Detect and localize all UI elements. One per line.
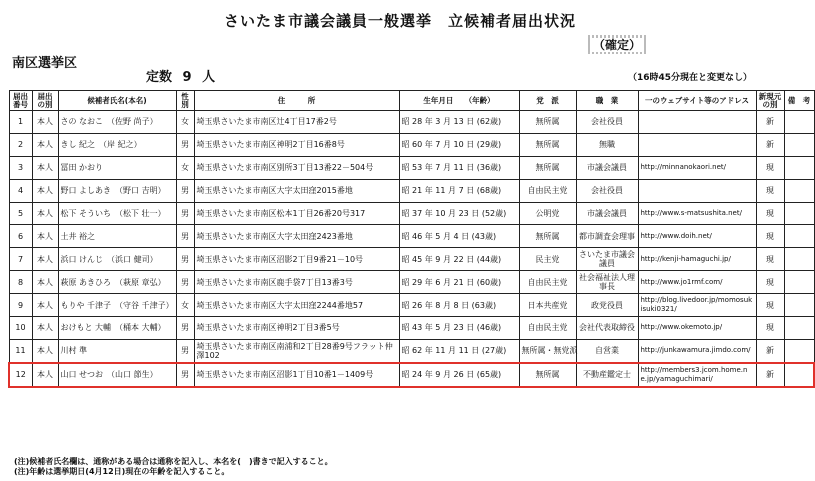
cell-address: 埼玉県さいたま市南区大字太田窪2015番地	[194, 179, 399, 202]
header-filer: 届出の別	[32, 91, 58, 111]
cell-filer: 本人	[32, 363, 58, 387]
cell-address: 埼玉県さいたま市南区沼影2丁目9番21－10号	[194, 248, 399, 271]
cell-birth: 昭 29 年 6 月 21 日 (60歳)	[399, 271, 519, 294]
table-header-row	[9, 91, 814, 111]
cell-number: 10	[9, 317, 32, 340]
page-title: さいたま市議会議員一般選挙 立候補者届出状況	[223, 12, 576, 30]
cell-occupation: 市議会議員	[576, 202, 638, 225]
cell-number: 4	[9, 179, 32, 202]
cell-occupation: さいたま市議会議員	[576, 248, 638, 271]
cell-occupation: 市議会議員	[576, 156, 638, 179]
cell-filer: 本人	[32, 133, 58, 156]
cell-party: 公明党	[519, 202, 576, 225]
cell-name: もりや 千津子 （守谷 千津子）	[58, 294, 176, 317]
cell-website[interactable]: http://www.s-matsushita.net/	[638, 202, 756, 225]
cell-sex: 男	[176, 248, 194, 271]
cell-website[interactable]: http://www.okemoto.jp/	[638, 317, 756, 340]
table-row	[9, 179, 814, 202]
header-remarks: 備 考	[784, 91, 814, 111]
cell-address: 埼玉県さいたま市南区大字太田窪2423番地	[194, 225, 399, 248]
header-birth: 生年月日 （年齢）	[399, 91, 519, 111]
cell-number: 11	[9, 339, 32, 362]
cell-address: 埼玉県さいたま市南区沼影1丁目10番1－1409号	[194, 363, 399, 387]
cell-party: 自由民主党	[519, 271, 576, 294]
cell-sex: 男	[176, 339, 194, 362]
cell-number: 6	[9, 225, 32, 248]
cell-status: 現	[756, 202, 784, 225]
cell-status: 現	[756, 248, 784, 271]
table-row	[9, 202, 814, 225]
cell-sex: 男	[176, 179, 194, 202]
cell-remarks	[784, 156, 814, 179]
cell-name: きし 紀之 （岸 紀之）	[58, 133, 176, 156]
cell-remarks	[784, 317, 814, 340]
cell-birth: 昭 46 年 5 月 4 日 (43歳)	[399, 225, 519, 248]
header-address: 住 所	[194, 91, 399, 111]
header-sex: 性別	[176, 91, 194, 111]
cell-remarks	[784, 294, 814, 317]
cell-filer: 本人	[32, 317, 58, 340]
cell-sex: 男	[176, 202, 194, 225]
cell-name: 松下 そういち （松下 壮一）	[58, 202, 176, 225]
cell-status: 現	[756, 225, 784, 248]
cell-name: 冨田 かおり	[58, 156, 176, 179]
header-status: 新現元の別	[756, 91, 784, 111]
cell-remarks	[784, 133, 814, 156]
table-row	[9, 294, 814, 317]
cell-name: おけもと 大輔 （桶本 大輔）	[58, 317, 176, 340]
cell-website[interactable]: http://blog.livedoor.jp/momosukisuki0321/	[638, 294, 756, 317]
cell-status: 新	[756, 363, 784, 387]
table-row	[9, 156, 814, 179]
cell-occupation: 会社代表取締役	[576, 317, 638, 340]
cell-occupation: 政党役員	[576, 294, 638, 317]
cell-status: 新	[756, 133, 784, 156]
cell-filer: 本人	[32, 202, 58, 225]
cell-website[interactable]: http://members3.jcom.home.ne.jp/yamaguchimari/	[638, 363, 756, 387]
cell-sex: 男	[176, 225, 194, 248]
cell-occupation: 会社役員	[576, 179, 638, 202]
cell-sex: 男	[176, 271, 194, 294]
cell-website[interactable]: http://junkawamura.jimdo.com/	[638, 339, 756, 362]
header-occupation: 職 業	[576, 91, 638, 111]
cell-sex: 女	[176, 156, 194, 179]
table-row	[9, 317, 814, 340]
footnote-1: (注)候補者氏名欄は、通称がある場合は通称を記入し、本名を( )書きで記入すること。	[14, 457, 333, 466]
cell-remarks	[784, 179, 814, 202]
cell-birth: 昭 45 年 9 月 22 日 (44歳)	[399, 248, 519, 271]
cell-sex: 男	[176, 133, 194, 156]
cell-remarks	[784, 339, 814, 362]
cell-remarks	[784, 271, 814, 294]
cell-birth: 昭 21 年 11 月 7 日 (68歳)	[399, 179, 519, 202]
cell-number: 7	[9, 248, 32, 271]
cell-remarks	[784, 248, 814, 271]
cell-filer: 本人	[32, 179, 58, 202]
cell-filer: 本人	[32, 111, 58, 134]
table-row	[9, 111, 814, 134]
cell-address: 埼玉県さいたま市南区別所3丁目13番22－504号	[194, 156, 399, 179]
cell-website[interactable]: http://kenji-hamaguchi.jp/	[638, 248, 756, 271]
cell-party: 無所属	[519, 133, 576, 156]
cell-sex: 男	[176, 317, 194, 340]
cell-website	[638, 111, 756, 134]
cell-birth: 昭 24 年 9 月 26 日 (65歳)	[399, 363, 519, 387]
cell-status: 新	[756, 339, 784, 362]
cell-status: 現	[756, 317, 784, 340]
cell-sex: 男	[176, 363, 194, 387]
cell-remarks	[784, 225, 814, 248]
cell-filer: 本人	[32, 248, 58, 271]
cell-occupation: 都市調査会理事	[576, 225, 638, 248]
cell-address: 埼玉県さいたま市南区松本1丁目26番20号317	[194, 202, 399, 225]
cell-birth: 昭 26 年 8 月 8 日 (63歳)	[399, 294, 519, 317]
district-label: 南区選挙区	[12, 56, 78, 71]
cell-number: 5	[9, 202, 32, 225]
cell-party: 無所属・無党派	[519, 339, 576, 362]
cell-address: 埼玉県さいたま市南区神明2丁目16番8号	[194, 133, 399, 156]
cell-filer: 本人	[32, 225, 58, 248]
cell-party: 民主党	[519, 248, 576, 271]
time-note: （16時45分現在と変更なし）	[628, 73, 753, 83]
cell-filer: 本人	[32, 339, 58, 362]
cell-address: 埼玉県さいたま市南区鹿手袋7丁目13番3号	[194, 271, 399, 294]
cell-name: 浜口 けんじ （浜口 健司）	[58, 248, 176, 271]
cell-birth: 昭 28 年 3 月 13 日 (62歳)	[399, 111, 519, 134]
cell-party: 無所属	[519, 111, 576, 134]
cell-party: 自由民主党	[519, 179, 576, 202]
cell-status: 現	[756, 179, 784, 202]
header-website: 一のウェブサイト等のアドレス	[638, 91, 756, 111]
table-row	[9, 339, 814, 362]
header-name: 候補者氏名(本名)	[58, 91, 176, 111]
table-row	[9, 225, 814, 248]
cell-remarks	[784, 111, 814, 134]
cell-birth: 昭 60 年 7 月 10 日 (29歳)	[399, 133, 519, 156]
cell-website	[638, 133, 756, 156]
cell-website	[638, 179, 756, 202]
table-row	[9, 271, 814, 294]
cell-website[interactable]: http://minnanokaori.net/	[638, 156, 756, 179]
cell-number: 8	[9, 271, 32, 294]
cell-status: 現	[756, 294, 784, 317]
cell-birth: 昭 43 年 5 月 23 日 (46歳)	[399, 317, 519, 340]
confirmed-stamp: （確定）	[588, 35, 646, 54]
cell-status: 新	[756, 111, 784, 134]
cell-birth: 昭 62 年 11 月 11 日 (27歳)	[399, 339, 519, 362]
cell-occupation: 無職	[576, 133, 638, 156]
table-row	[9, 363, 814, 387]
cell-name: 山口 せつお （山口 節生）	[58, 363, 176, 387]
cell-birth: 昭 37 年 10 月 23 日 (52歳)	[399, 202, 519, 225]
cell-website[interactable]: http://www.jo1rmf.com/	[638, 271, 756, 294]
cell-address: 埼玉県さいたま市南区辻4丁目17番2号	[194, 111, 399, 134]
footnotes	[14, 457, 333, 477]
footnote-2: (注)年齢は選挙期日(4月12日)現在の年齢を記入すること。	[14, 467, 230, 476]
cell-party: 自由民主党	[519, 317, 576, 340]
cell-number: 1	[9, 111, 32, 134]
cell-occupation: 不動産鑑定士	[576, 363, 638, 387]
cell-remarks	[784, 363, 814, 387]
cell-occupation: 社会福祉法人理事長	[576, 271, 638, 294]
cell-party: 無所属	[519, 363, 576, 387]
cell-name: 川村 準	[58, 339, 176, 362]
cell-number: 9	[9, 294, 32, 317]
cell-party: 無所属	[519, 225, 576, 248]
cell-number: 2	[9, 133, 32, 156]
cell-filer: 本人	[32, 271, 58, 294]
cell-filer: 本人	[32, 156, 58, 179]
cell-status: 現	[756, 271, 784, 294]
cell-occupation: 自営業	[576, 339, 638, 362]
table-row	[9, 133, 814, 156]
cell-name: さの なおこ （佐野 尚子）	[58, 111, 176, 134]
cell-name: 萩原 あきひろ （萩原 章弘）	[58, 271, 176, 294]
cell-party: 日本共産党	[519, 294, 576, 317]
cell-status: 現	[756, 156, 784, 179]
cell-number: 12	[9, 363, 32, 387]
cell-address: 埼玉県さいたま市南区大字太田窪2244番地57	[194, 294, 399, 317]
cell-website[interactable]: http://www.doih.net/	[638, 225, 756, 248]
candidate-table	[8, 90, 815, 388]
cell-party: 無所属	[519, 156, 576, 179]
cell-address: 埼玉県さいたま市南区神明2丁目3番5号	[194, 317, 399, 340]
cell-remarks	[784, 202, 814, 225]
cell-birth: 昭 53 年 7 月 11 日 (36歳)	[399, 156, 519, 179]
quota-label: 定数 9 人	[146, 70, 216, 85]
cell-sex: 女	[176, 294, 194, 317]
cell-sex: 女	[176, 111, 194, 134]
table-row	[9, 248, 814, 271]
header-number: 届出番号	[9, 91, 32, 111]
cell-occupation: 会社役員	[576, 111, 638, 134]
header-party: 党 派	[519, 91, 576, 111]
cell-address: 埼玉県さいたま市南区南浦和2丁目28番9号フラット仲澤102	[194, 339, 399, 362]
cell-name: 土井 裕之	[58, 225, 176, 248]
cell-name: 野口 よしあき （野口 吉明）	[58, 179, 176, 202]
cell-filer: 本人	[32, 294, 58, 317]
cell-number: 3	[9, 156, 32, 179]
